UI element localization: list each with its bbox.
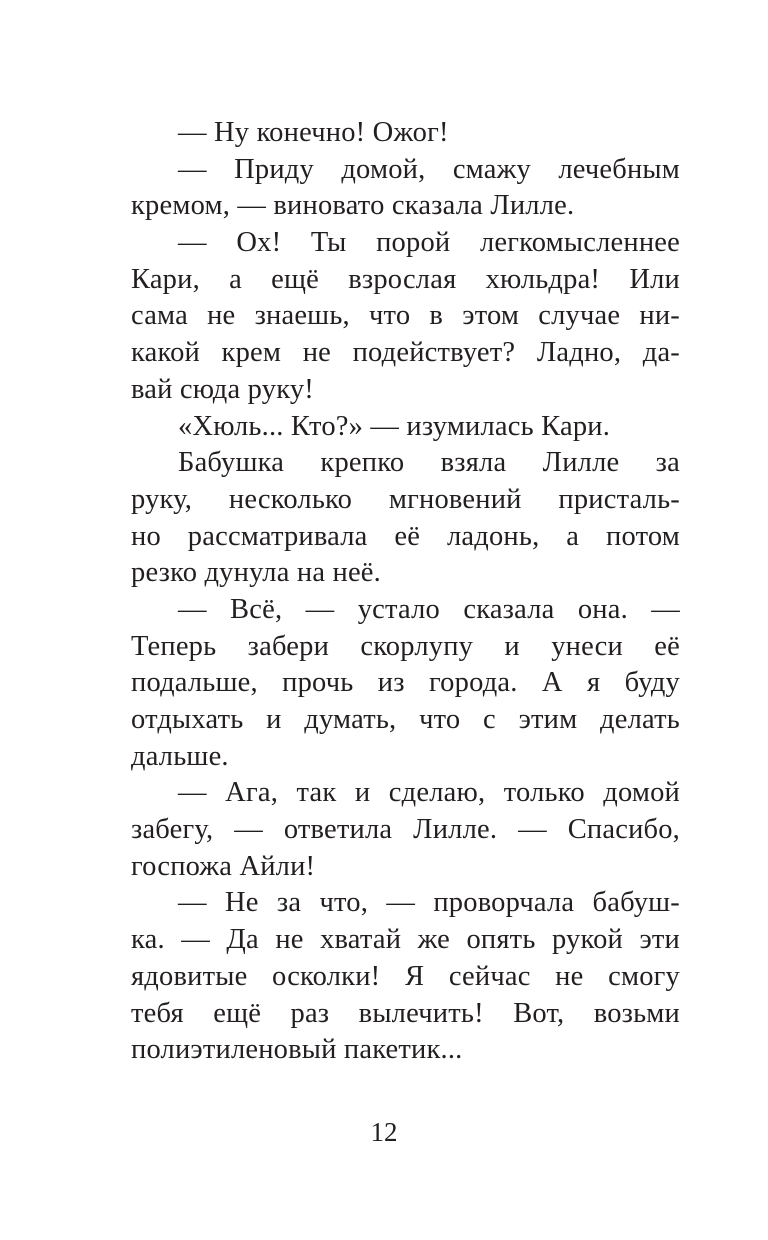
- text-line: Бабушка крепко взяла Лилле за: [178, 447, 680, 479]
- text-line: полиэтиленовый пакетик...: [131, 1034, 463, 1066]
- text-line: ядовитые осколки! Я сейчас не смогу: [131, 960, 680, 992]
- text-line: Теперь забери скорлупу и унеси её: [131, 630, 680, 662]
- text-line: забегу, — ответила Лилле. — Спасибо,: [131, 814, 680, 846]
- text-line: дальше.: [131, 740, 229, 772]
- text-line: — Приду домой, смажу лечебным: [178, 153, 680, 185]
- text-line: ка. — Да не хватай же опять рукой эти: [131, 924, 680, 956]
- text-line: Кари, а ещё взрослая хюльдра! Или: [131, 263, 680, 295]
- text-line: — Ну конечно! Ожог!: [178, 117, 449, 148]
- text-line: сама не знаешь, что в этом случае ни-: [131, 300, 680, 332]
- text-line: отдыхать и думать, что с этим делать: [131, 704, 680, 735]
- text-line: — Всё, — устало сказала она. —: [178, 593, 680, 625]
- text-line: кремом, — виновато сказала Лилле.: [131, 190, 575, 222]
- text-line: резко дунула на неё.: [131, 557, 381, 589]
- text-line: вай сюда руку!: [131, 373, 314, 405]
- text-line: но рассматривала её ладонь, а потом: [131, 520, 680, 552]
- text-line: подальше, прочь из города. А я буду: [131, 667, 680, 699]
- text-line: тебя ещё раз вылечить! Вот, возьми: [131, 997, 680, 1029]
- text-line: руку, несколько мгновений присталь-: [131, 483, 680, 515]
- page-body: [131, 115, 680, 1069]
- page-number: 12: [370, 1117, 398, 1147]
- text-line: какой крем не подействует? Ладно, да-: [131, 337, 680, 369]
- text-line: — Ох! Ты порой легкомысленнее: [178, 227, 680, 259]
- text-line: — Не за что, — проворчала бабуш-: [178, 887, 680, 919]
- text-line: — Ага, так и сделаю, только домой: [178, 777, 680, 809]
- text-line: госпожа Айли!: [131, 850, 316, 882]
- text-line: «Хюль... Кто?» — изумилась Кари.: [178, 410, 611, 442]
